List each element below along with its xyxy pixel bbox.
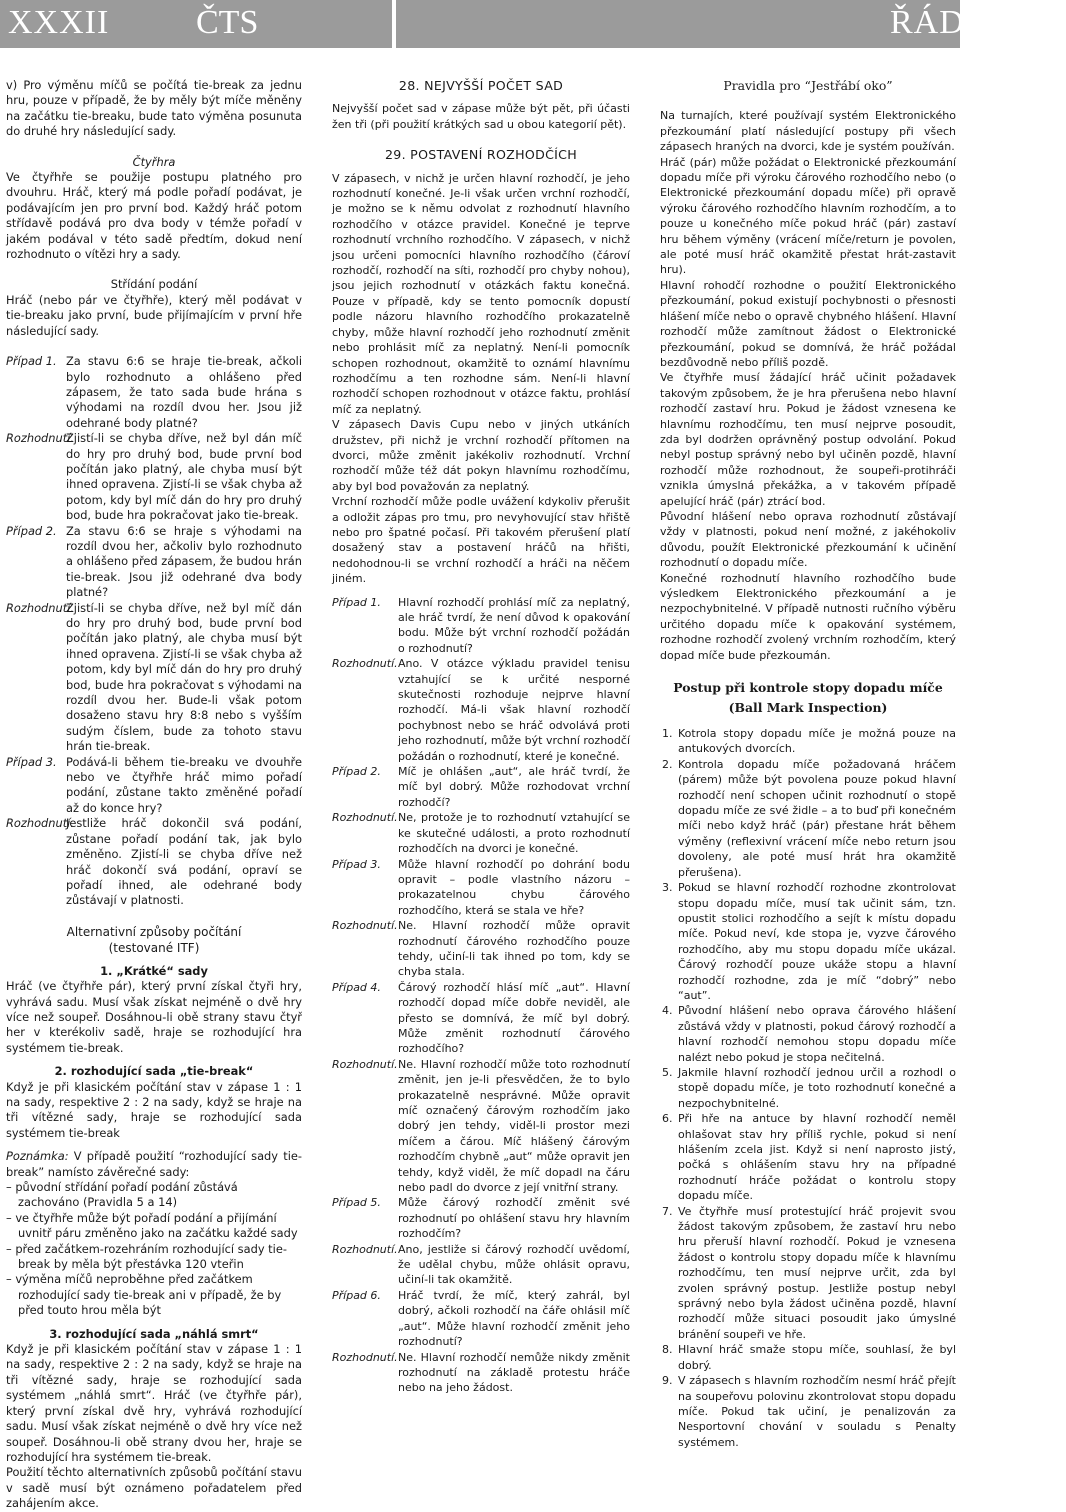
case-text: Za stavu 6:6 se hraje s výhodami na rozdíl dvou her, ačkoliv bylo rozhodnuto a ohlášeno před zápasem, že budou hrán tie-break. Jsou již odehrané dva body platné? bbox=[66, 523, 302, 600]
case-item bbox=[6, 755, 302, 817]
heading-alternative-scoring-sub: (testované ITF) bbox=[108, 940, 200, 955]
case-item bbox=[332, 1350, 630, 1396]
case-text: Hráč tvrdí, že míč, který zahrál, byl dobrý, ačkoli rozhodčí na čáře ohlásil míč „aut“. Může hlavní rozhodčí změnit jeho rozhodnutí? bbox=[398, 1288, 630, 1349]
case-label: Případ 3. bbox=[332, 857, 381, 871]
heading-stridani-podani: Střídání podání bbox=[110, 277, 198, 292]
paragraph-rule-29-a: V zápasech, v nichž je určen hlavní rozhodčí, je jeho rozhodnutí konečné. Je-li však určen vrchní rozhodčí, je možno se k němu odvolat z rozhodnutí hlavního rozhodčího v otázce pravidel. Konečné je teprve rozhodnutí vrchního rozhodčího. V zápasech, v nichž jsou určeni pomocníci hlavního rozhodčího (čároví rozhodčí, rozhodčí na síti, rozhodčí pro chyby nohou), jsou jejich rozhodnutí v otázkách faktu konečná. Pouze v případě, kdy se tento pomocník dopustí podle názoru hlavního rozhodčího prokazatelně chyby, může hlavní rozhodčí jeho rozhodnutí změnit nebo prohlásit míč za neplatný. Není-li pomocník schopen rozhodnout, okamžitě to oznámí hlavnímu rozhodčímu a ten rozhodne sám. Není-li hlavní rozhodčí schopen rozhodnout v otázce faktu, prohlásí míč za neplatný. bbox=[332, 171, 630, 416]
paragraph-pouziti: Použití těchto alternativních způsobů počítání stavu v sadě musí být oznámeno pořadatelem před zahájením akce. bbox=[6, 1465, 302, 1511]
page-number: XXXII bbox=[8, 4, 110, 41]
case-label: Případ 1. bbox=[6, 354, 57, 369]
list-item: – před začátkem-rozehráním rozhodující sady tie-break by měla být přestávka 120 vteřin bbox=[6, 1241, 287, 1272]
paragraph-rule-29-b: V zápasech Davis Cupu nebo v jiných utkáních družstev, při nichž je vrchní rozhodčí přítomen na dvorci, může změnit jakékoliv rozhodnutí. Vrchní rozhodčí může též dát pokyn hlavnímu rozhodčímu, aby byl bod považován za neplatný. bbox=[332, 418, 630, 493]
case-item bbox=[332, 980, 630, 1057]
paragraph: Konečné rozhodnutí hlavního rozhodčího bude výsledkem Elektronického přezkoumání a je nezpochybnitelné. V případě nutnosti ručního výběru určitého dopadu míče k opakování systémem, rozhodne rozhodčí zvolený vrchním rozhodčím, který dopad míče bude přezkoumán. bbox=[660, 571, 956, 662]
case-label: Rozhodnutí. bbox=[6, 431, 74, 446]
case-text: Může hlavní rozhodčí po dohrání bodu opravit – podle vlastního názoru – prokazatelnou chybu čárového rozhodčího, která se stala ve hře? bbox=[398, 857, 630, 917]
case-text: Podává-li během tie-breaku ve dvouhře nebo ve čtyřhře hráč mimo pořadí podání, zůstane takto změněné pořadí až do konce hry? bbox=[66, 754, 302, 815]
case-item bbox=[332, 656, 630, 764]
case-item bbox=[332, 810, 630, 856]
case-label: Rozhodnutí. bbox=[332, 1057, 398, 1071]
case-item bbox=[6, 354, 302, 431]
list-item: 9. V zápasech s hlavním rozhodčím nesmí hráč přejít na soupeřovu polovinu zkontrolovat stopu dopadu míče. Pokud tak učiní, je penalizován za Nesportovní chování v souladu s Penalty systémem. bbox=[676, 1373, 956, 1450]
paragraph-kratke-sady: Hráč (ve čtyřhře pár), který první získal čtyři hry, vyhrává sadu. Musí však získat nejméně o dvě hry více než soupeř. Dosáhnou-li obě strany stavu čtyř her v kterékoliv sadě, hraje se rozhodující hra systémem tie-break. bbox=[6, 979, 302, 1055]
cases-list bbox=[332, 595, 630, 1396]
column-3 bbox=[660, 78, 956, 1450]
case-text: Ne, protože je to rozhodnutí vztahující se ke skutečné události, a proto rozhodnutí rozhodčích na dvorci je konečné. bbox=[398, 811, 630, 856]
case-text: Ano. V otázce výkladu pravidel tenisu vztahující se k určité nesporné skutečnosti rozhoduje nejprve hlavní rozhodčí. Má-li však hlavní rozhodčí pochybnost nebo se hráč odvolává proti jeho rozhodnutí, může být vrchní rozhodčí požádán o rozhodnutí, které je konečné. bbox=[398, 657, 630, 763]
paragraph: Na turnajích, které používají systém Elektronického přezkoumání platí následující postupy při všech zápasech hraných na dvorci, kde je systém používán. bbox=[660, 109, 956, 154]
case-label: Případ 1. bbox=[332, 595, 381, 609]
poznamka-label: Poznámka: bbox=[6, 1149, 69, 1164]
case-text: Ne. Hlavní rozhodčí může opravit rozhodnutí čárového rozhodčího pouze tehdy, učiní-li tak ihned po tom, kdy se chyba stala. bbox=[398, 919, 630, 979]
list-item: 3. Pokud se hlavní rozhodčí rozhodne zkontrolovat stopu dopadu míče, musí tak učinit sám, tzn. opustit stolici rozhodčího a sejít k místu dopadu míče. Pokud neví, kde stopa je, vyzve čárového rozhodčího, aby mu stopu dopadu míče ukázal. Čárový rozhodčí pouze ukáže stopu a hlavní rozhodčí rozhodne, zda je míč “dobrý” nebo “aut”. bbox=[676, 880, 956, 1003]
case-label: Případ 3. bbox=[6, 754, 57, 769]
heading-kratke-sady: 1. „Krátké“ sady bbox=[100, 963, 208, 978]
heading-rule-29: 29. POSTAVENÍ ROZHODČÍCH bbox=[384, 147, 578, 163]
case-item bbox=[332, 918, 630, 980]
list-item: 2. Kontrola dopadu míče požadovaná hráčem (párem) může být povolena pouze pokud hlavní rozhodčí není schopen učinit rozhodnutí o stopě dopadu míče ze své židle – a to buď při konečném míči nebo když hráč (pár) přestane hrát během výměny (reflexivní vrácení míče nebo return jsou dovoleny, ale poté musí hrát hra okamžitě přerušena). bbox=[676, 757, 956, 880]
heading-alternative-scoring: Alternativní způsoby počítání bbox=[66, 924, 242, 939]
paragraph-nahla-smrt: Když je při klasickém počítání stav v zápase 1 : 1 na sady, respektive 2 : 2 na sady, když se hraje na tři vítězné sady, hraje se rozhodující sada systémem „náhlá smrt“. Hráč (ve čtyřhře pár), který první získal dvě hry, vyhrává rozhodující sadu. Musí však získat nejméně o dvě hry více než soupeř. Dosáhnou-li obě strany dvou her, hraje se rozhodující hra systémem tie-break. bbox=[6, 1342, 302, 1464]
case-item bbox=[332, 1242, 630, 1288]
paragraph-rule-29-c: Vrchní rozhodčí může podle uvážení kdykoliv přerušit a odložit zápas pro tmu, pro nevyhovující stav hřiště nebo pro špatné počasí. Při takovém přerušení platí dosažený stav a postavení hráčů na hřišti, nedohodnou-li se vrchní rozhodčí a hráči na něčem jiném. bbox=[332, 495, 630, 586]
case-label: Případ 6. bbox=[332, 1288, 381, 1302]
case-item bbox=[6, 816, 302, 908]
case-label: Případ 2. bbox=[332, 765, 381, 779]
paragraph-rule-28: Nejvyšší počet sad v zápase může být pět, při účasti žen tři (při použití krátkých sad u obou kategorií pět). bbox=[332, 102, 630, 131]
case-text: Čárový rozhodčí hlásí míč „aut“. Hlavní rozhodčí dopad míče dobře neviděl, ale přesto se domnívá, že míč byl dobrý. Může změnit rozhodnutí čárového rozhodčího? bbox=[398, 980, 630, 1056]
case-label: Případ 4. bbox=[332, 980, 381, 994]
header-right-band bbox=[396, 0, 1066, 79]
case-label: Případ 5. bbox=[332, 1196, 381, 1210]
case-item bbox=[332, 1288, 630, 1350]
list-item: 8. Hlavní hráč smaže stopu míče, souhlasí, že byl dobrý. bbox=[676, 1342, 956, 1373]
list-item: – ve čtyřhře může být pořadí podání a přijímání uvnitř páru změněno jako na začátku každé sady bbox=[6, 1210, 298, 1241]
case-text: Jestliže hráč dokončil svá podání, zůstane pořadí podání tak, jak bylo změněno. Zjistí-li se chyba dříve než hráč dokončí svá podání, opraví se pořadí ihned, ale odehrané body zůstávají v platnosti. bbox=[66, 816, 302, 908]
list-item: 4. Původní hlášení nebo oprava čárového hlášení zůstává vždy v platnosti, pokud čárový rozhodčí a hlavní rozhodčí nemohou stopu dopadu míče nalézt nebo pokud je stopa nečitelná. bbox=[676, 1003, 956, 1065]
case-text: Hlavní rozhodčí prohlásí míč za neplatný, ale hráč tvrdí, že není důvod k opakování bodu. Může být vrchní rozhodčí požádán o rozhodnutí? bbox=[398, 595, 630, 655]
case-label: Rozhodnutí. bbox=[6, 816, 74, 831]
heading-rozhodujici-sada: 2. rozhodující sada „tie-break“ bbox=[54, 1064, 254, 1079]
ball-mark-list bbox=[660, 726, 956, 1450]
case-label: Rozhodnutí. bbox=[332, 657, 398, 671]
case-text: Za stavu 6:6 se hraje tie-break, ačkoli bylo rozhodnuto a ohlášeno před zápasem, že tato sada bude hrána s výhodami na rozdíl dvou her. Jsou již odehrané body platné? bbox=[66, 354, 302, 430]
list-item: 7. Ve čtyřhře musí protestující hráč projevit svou žádost takovým způsobem, že zastaví hru nebo hru přeruší hlavní rozhodčí. Pokud je vznesena žádost o kontrolu stopy dopadu míče k hlavnímu rozhodčímu, ten musí nejprve určit, zda byl zvolen správný postup. Jestliže postup nebyl správný nebo byla žádost učiněna pozdě, hlavní rozhodčí může situaci posoudit jako úmyslné bránění soupeři ve hře. bbox=[676, 1204, 956, 1343]
case-item bbox=[332, 1195, 630, 1241]
heading-nahla-smrt: 3. rozhodující sada „náhlá smrt“ bbox=[49, 1326, 259, 1341]
case-item bbox=[6, 601, 302, 755]
case-label: Případ 2. bbox=[6, 523, 57, 538]
case-item bbox=[6, 431, 302, 523]
heading-rule-28: 28. NEJVYŠŠÍ POČET SAD bbox=[398, 78, 564, 93]
list-item: 6. Při hře na antuce by hlavní rozhodčí neměl ohlašovat stav hry příliš rychle, pokud si není hlášením zcela jist. Když si není naprosto jistý, počká s ohlášením stavu hry na případné rozhodnutí hráče požádat o kontrolu stopy dopadu míče. bbox=[676, 1111, 956, 1203]
case-label: Rozhodnutí. bbox=[332, 919, 398, 933]
case-text: Zjistí-li se chyba dříve, než byl míč dán do hry pro druhý bod, bude první bod počítán jako platný, ale chyba musí být ihned opravena. Zjistí-li se však chyba až potom, kdy byl míč dán do hry pro druhý bod, bude hra pokračovat s výhodami na rozdíl dvou her. Bude-li však potom dosaženo stavu hry 8:8 nebo s vyšším sudým číslem, bude za tohoto stavu hrán tie-break. bbox=[66, 600, 302, 754]
case-item bbox=[6, 524, 302, 601]
column-1 bbox=[6, 78, 302, 1512]
paragraph-ctyrhra: Ve čtyřhře se použije postupu platného pro dvouhru. Hráč, který má podle pořadí podávat, je podávajícím jen pro první bod. Každý hráč potom střídavě podává pro dva body v témže pořadí v jakém podával v této sadě předtím, dokud není rozhodnuto o vítězi hry a sady. bbox=[6, 170, 302, 262]
case-label: Rozhodnutí. bbox=[332, 1242, 398, 1256]
heading-ball-mark-inspection: (Ball Mark Inspection) bbox=[728, 700, 888, 716]
list-item: – původní střídání pořadí podání zůstává zachováno (Pravidla 5 a 14) bbox=[6, 1180, 238, 1210]
case-text: Může čárový rozhodčí změnit své rozhodnutí po ohlášení stavu hry hlavním rozhodčím? bbox=[398, 1196, 630, 1241]
paragraph: Původní hlášení nebo oprava rozhodnutí zůstávají vždy v platnosti, pokud není možné, z jakéhokoliv důvodu, použít Elektronické přezkoumání k učinění rozhodnutí o dopadu míče. bbox=[660, 509, 956, 570]
case-text: Zjistí-li se chyba dříve, než byl dán míč do hry pro druhý bod, bude první bod počítán jako platný, ale chyba musí být ihned opravena. Zjistí-li se však chyba až potom, kdy byl míč dán do hry pro druhý bod, bude hra pokračovat jako tie-break. bbox=[66, 431, 302, 523]
paragraph-poznamka bbox=[6, 1149, 302, 1180]
paragraph-v: v) Pro výměnu míčů se počítá tie-break za jednu hru, pouze v případě, že by měly být míče měněny na začátku tie-breaku, bude tato výměna posunuta do druhé hry následující sady. bbox=[6, 78, 302, 139]
case-text: Ano, jestliže si čárový rozhodčí uvědomí, že udělal chybu, může ohlásit opravu, učiní-li tak okamžitě. bbox=[398, 1242, 630, 1287]
paragraph: Hráč (pár) může požádat o Elektronické přezkoumání dopadu míče při výroku čárového rozhodčího nebo (o Elektronické přezkoumání dopadu míče) při opravě výroku čárového rozhodčího hlavním rozhodčím, a to pouze u konečného míče pokud hráč (pár) zastaví hru během výměny (vrácení míče/return je povolen, ale poté musí hráč okamžitě přestat hrát-zastavit hru). bbox=[660, 155, 956, 277]
case-item bbox=[332, 764, 630, 810]
header-left-band bbox=[0, 0, 392, 48]
case-label: Rozhodnutí. bbox=[332, 1350, 398, 1364]
list-item: 1. Kotrola stopy dopadu míče je možná pouze na antukových dvorcích. bbox=[676, 726, 956, 757]
poznamka-text: V případě použití “rozhodující sady tie-break” namísto závěrečné sady: bbox=[6, 1149, 302, 1179]
list-item: – výměna míčů neproběhne před začátkem rozhodující sady tie-break ani v případě, že by před touto hrou měla být bbox=[6, 1272, 282, 1318]
case-text: Ne. Hlavní rozhodčí může toto rozhodnutí změnit, jen je-li přesvědčen, že to bylo prokazatelně nesprávné. Může opravit míč označený čárovým rozhodčím jako dobrý jen tehdy, viděl-li prostor mezi míčem a čárou. Míč hlášený čárovým rozhodčím chybně „aut“ může opravit jen tehdy, když viděl, že míč dopadl na čáru nebo padl do dvorce z její vnitřní strany. bbox=[398, 1057, 630, 1195]
list-item: 5. Jakmile hlavní rozhodčí jednou určil a rozhodl o stopě dopadu míče, je toto rozhodnutí konečné a nezpochybnitelné. bbox=[676, 1065, 956, 1111]
case-item bbox=[332, 595, 630, 657]
case-text: Míč je ohlášen „aut“, ale hráč tvrdí, že míč byl dobrý. Může rozhodovat vrchní rozhodčí? bbox=[398, 765, 630, 809]
heading-hawkeye-rules: Pravidla pro “Jestřábí oko” bbox=[723, 78, 893, 93]
paragraph: Ve čtyřhře musí žádající hráč učinit požadavek takovým způsobem, že je hra přerušena nebo hlavní rozhodčí zastaví hru. Pokud je žádost vznesena ke hlavnímu rozhodčímu, ten musí nejprve posoudit, zda byl dodržen oprávněný postup odvolání. Pokud nebyl postup správný nebo byl učiněn pozdě, hlavní rozhodčí může rozhodnout, že soupeři-protihráči vznikla úmyslná překážka, a v takovém případě apelující hráč (pár) ztrácí bod. bbox=[660, 371, 956, 508]
paragraph: Hlavní rohodčí rozhodne o použití Elektronického přezkoumání, pokud existují pochybnosti o přesnosti hlášení míče nebo o opravě chybného hlášení. Hlavní rozhodčí může zamítnout žádost o Elektronické přezkoumání, pokud se domnívá, že hráč požádal bezdůvodně nebo příliš pozdě. bbox=[660, 278, 956, 369]
organization-name: ČTS bbox=[196, 4, 259, 41]
case-label: Rozhodnutí. bbox=[332, 811, 398, 825]
paragraph-rozhodujici-sada: Když je při klasickém počítání stav v zápase 1 : 1 na sady, respektive 2 : 2 na sady, když se hraje na tři vítězné sady, hraje se rozhodující sada systémem tie-break bbox=[6, 1079, 302, 1140]
column-2 bbox=[332, 78, 630, 1396]
case-label: Rozhodnutí. bbox=[6, 600, 74, 615]
case-item bbox=[332, 857, 630, 919]
paragraph-stridani-podani: Hráč (nebo pár ve čtyřhře), který měl podávat v tie-breaku jako první, bude přijímajícím v první hře následující sady. bbox=[6, 292, 302, 338]
heading-ball-mark-procedure: Postup při kontrole stopy dopadu míče bbox=[673, 680, 943, 696]
page-header bbox=[0, 0, 1066, 79]
heading-ctyrhra: Čtyřhra bbox=[132, 154, 176, 169]
cases-list bbox=[6, 354, 302, 909]
poznamka-list bbox=[6, 1180, 302, 1319]
case-item bbox=[332, 1057, 630, 1196]
case-text: Ne. Hlavní rozhodčí nemůže nikdy změnit rozhodnutí na základě protestu hráče nebo na jeho žádost. bbox=[398, 1350, 630, 1395]
section-title: ŘÁDY A PRAVIDLA bbox=[890, 4, 1066, 79]
